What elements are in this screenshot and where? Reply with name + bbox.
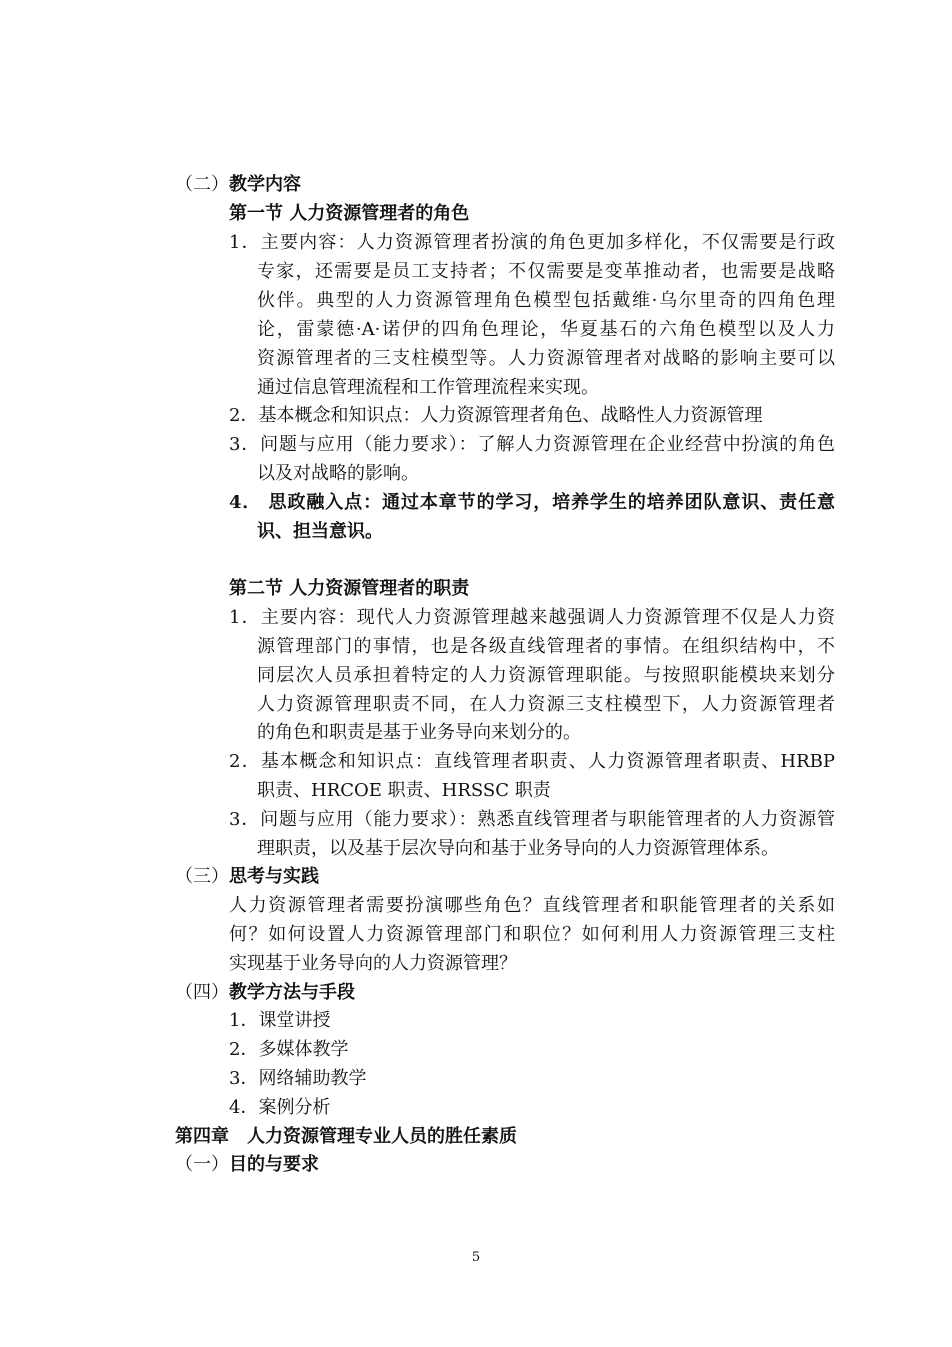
sec1-item2-line: 2．基本概念和知识点：人力资源管理者角色、战略性人力资源管理 <box>229 405 763 426</box>
sec1-item1-line: 专家，还需要是员工支持者；不仅需要是变革推动者，也需要是战略 <box>257 261 835 282</box>
page-number: 5 <box>471 1250 481 1265</box>
sec1-item1-line: 通过信息管理流程和工作管理流程来实现。 <box>257 377 599 398</box>
section1-title: 第一节 人力资源管理者的角色 <box>229 203 470 224</box>
sec1-item1-line: 论，雷蒙德·A·诺伊的四角色理论，华夏基石的六角色模型以及人力 <box>257 319 835 340</box>
method-item: 2．多媒体教学 <box>229 1039 349 1060</box>
sec2-item1-line: 人力资源管理职责不同，在人力资源三支柱模型下，人力资源管理者 <box>257 694 835 715</box>
sec1-item1-line: 伙伴。典型的人力资源管理角色模型包括戴维·乌尔里奇的四角色理 <box>257 290 835 311</box>
thinking-paragraph-line: 何？如何设置人力资源管理部门和职位？如何利用人力资源管理三支柱 <box>229 924 835 945</box>
method-item: 3．网络辅助教学 <box>229 1068 367 1089</box>
sec2-item2-line: 职责、HRCOE 职责、HRSSC 职责 <box>257 780 551 801</box>
section-heading-teaching-methods <box>175 978 355 1007</box>
section-heading-teaching-content <box>175 170 301 199</box>
section-prefix: （四） <box>175 982 229 1003</box>
section-heading-objectives <box>175 1150 319 1179</box>
chapter4-title: 第四章 人力资源管理专业人员的胜任素质 <box>175 1126 517 1147</box>
sec2-item3-line: 3．问题与应用（能力要求）：熟悉直线管理者与职能管理者的人力资源管 <box>229 809 835 830</box>
thinking-paragraph-line: 人力资源管理者需要扮演哪些角色？直线管理者和职能管理者的关系如 <box>229 895 835 916</box>
sec1-item1-line: 1．主要内容：人力资源管理者扮演的角色更加多样化，不仅需要是行政 <box>229 232 835 253</box>
sec1-item4-line: 识、担当意识。 <box>257 521 383 542</box>
thinking-paragraph-line: 实现基于业务导向的人力资源管理？ <box>229 953 517 974</box>
sec1-item3-line: 3．问题与应用（能力要求）：了解人力资源管理在企业经营中扮演的角色 <box>229 434 835 455</box>
section-prefix: （二） <box>175 174 229 195</box>
section-title: 目的与要求 <box>229 1154 319 1175</box>
sec1-item1-line: 资源管理者的三支柱模型等。人力资源管理者对战略的影响主要可以 <box>257 348 835 369</box>
sec2-item1-line: 源管理部门的事情，也是各级直线管理者的事情。在组织结构中，不 <box>257 636 835 657</box>
section-heading-thinking-practice <box>175 862 319 891</box>
sec1-item3-line: 以及对战略的影响。 <box>257 463 419 484</box>
sec2-item2-line: 2．基本概念和知识点：直线管理者职责、人力资源管理者职责、HRBP <box>229 751 835 772</box>
sec1-item4-line: 4． 思政融入点：通过本章节的学习，培养学生的培养团队意识、责任意 <box>229 492 835 513</box>
section-title: 思考与实践 <box>229 866 319 887</box>
sec2-item3-line: 理职责，以及基于层次导向和基于业务导向的人力资源管理体系。 <box>257 838 779 859</box>
section-prefix: （一） <box>175 1154 229 1175</box>
section2-title: 第二节 人力资源管理者的职责 <box>229 578 470 599</box>
sec2-item1-line: 1．主要内容：现代人力资源管理越来越强调人力资源管理不仅是人力资 <box>229 607 835 628</box>
section-title: 教学内容 <box>229 174 301 195</box>
method-item: 1．课堂讲授 <box>229 1010 331 1031</box>
method-item: 4．案例分析 <box>229 1097 331 1118</box>
section-title: 教学方法与手段 <box>229 982 355 1003</box>
section-prefix: （三） <box>175 866 229 887</box>
sec2-item1-line: 同层次人员承担着特定的人力资源管理职能。与按照职能模块来划分 <box>257 665 835 686</box>
sec2-item1-line: 的角色和职责是基于业务导向来划分的。 <box>257 722 581 743</box>
